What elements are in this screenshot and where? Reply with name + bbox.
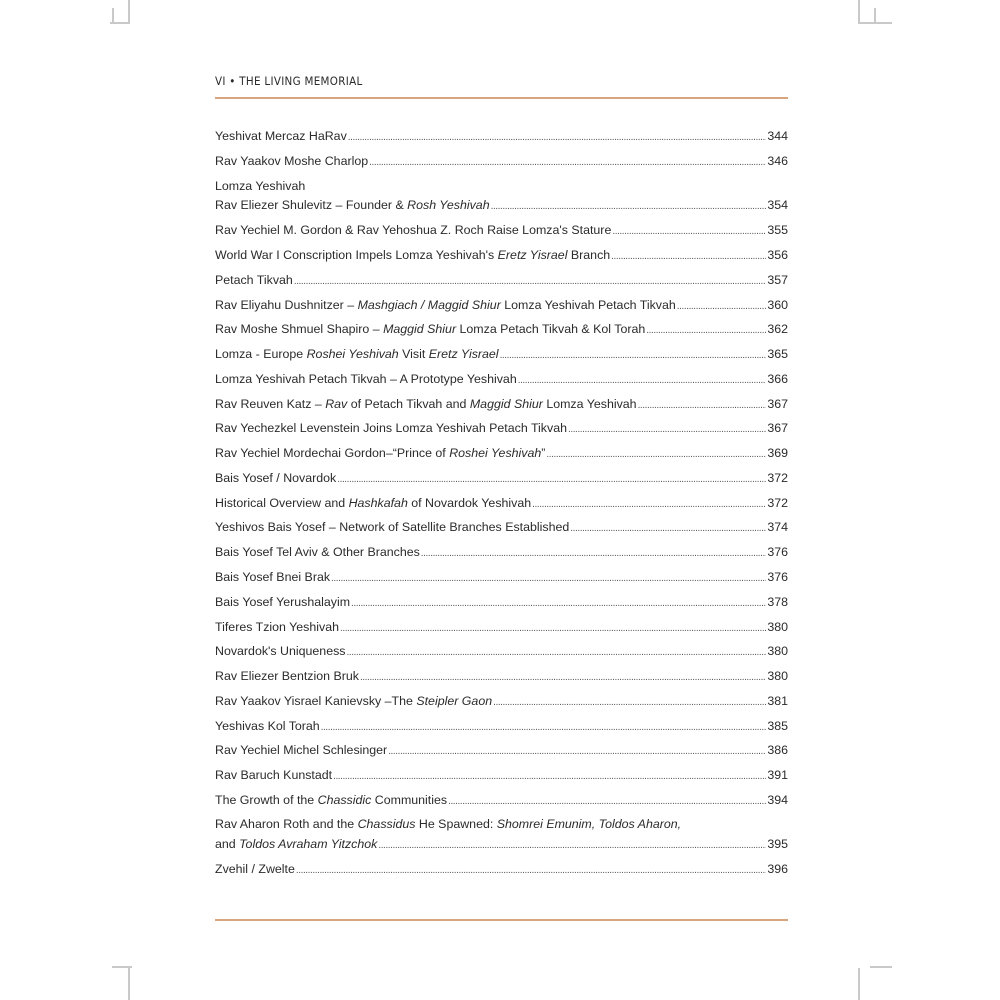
toc-entry: [215, 495, 788, 511]
toc-entry: [215, 222, 788, 238]
toc-page-number: 357: [767, 273, 788, 287]
toc-entry-title: Rav Yechiel Mordechai Gordon–“Prince of Roshei Yeshivah”: [215, 446, 546, 460]
toc-page-number: 376: [767, 545, 788, 559]
toc-entry-title: Lomza Yeshivah: [215, 179, 306, 193]
toc-page-number: 365: [767, 347, 788, 361]
toc-entry: [215, 178, 788, 194]
toc-entry-title: Bais Yosef Tel Aviv & Other Branches: [215, 545, 420, 559]
crop-mark: [128, 968, 130, 1000]
toc-page-number: 380: [767, 669, 788, 683]
toc-leader-dots: [378, 836, 766, 854]
toc-page-number: 374: [767, 520, 788, 534]
toc-page-number: 385: [767, 719, 788, 733]
toc-entry: [215, 693, 788, 709]
toc-page-number: 391: [767, 768, 788, 782]
toc-leader-dots: [337, 470, 766, 488]
toc-leader-dots: [611, 247, 766, 265]
toc-entry: [215, 420, 788, 436]
toc-page-number: 369: [767, 446, 788, 460]
toc-leader-dots: [491, 197, 767, 215]
toc-leader-dots: [612, 222, 766, 240]
toc-entry-title: Yeshivas Kol Torah: [215, 719, 320, 733]
toc-entry-title: The Growth of the Chassidic Communities: [215, 793, 448, 807]
toc-entry-title: Bais Yosef Bnei Brak: [215, 570, 331, 584]
toc-page-number: 378: [767, 595, 788, 609]
toc-entry: [215, 346, 788, 362]
toc-entry: [215, 321, 788, 337]
toc-entry: [215, 445, 788, 461]
toc-leader-dots: [421, 544, 767, 562]
toc-entry-title: Bais Yosef / Novardok: [215, 471, 337, 485]
toc-leader-dots: [388, 742, 766, 760]
toc-entry-title: Rav Moshe Shmuel Shapiro – Maggid Shiur Lomza Petach Tikvah & Kol Torah: [215, 322, 646, 336]
toc-page-number: 380: [767, 620, 788, 634]
toc-entry: [215, 792, 788, 808]
toc-page-number: 355: [767, 223, 788, 237]
toc-page-number: 344: [767, 129, 788, 143]
toc-entry-title: and Toldos Avraham Yitzchok: [215, 837, 378, 851]
toc-page-number: 362: [767, 322, 788, 336]
toc-entry-title: Rav Aharon Roth and the Chassidus He Spawned: Shomrei Emunim, Toldos Aharon,: [215, 817, 682, 831]
toc-page-number: 354: [767, 198, 788, 212]
toc-entry-title: World War I Conscription Impels Lomza Yeshivah's Eretz Yisrael Branch: [215, 248, 611, 262]
toc-leader-dots: [500, 346, 767, 364]
toc-entry: [215, 247, 788, 263]
toc-leader-dots: [568, 420, 766, 438]
toc-entry-title: Rav Yechiel Michel Schlesinger: [215, 743, 388, 757]
crop-mark: [110, 22, 130, 24]
toc-page-number: 395: [767, 837, 788, 851]
toc-leader-dots: [369, 153, 766, 171]
crop-mark: [870, 966, 892, 968]
toc-entry: [215, 742, 788, 758]
toc-page-number: 394: [767, 793, 788, 807]
toc-page-number: 346: [767, 154, 788, 168]
toc-entry: [215, 767, 788, 783]
crop-mark: [112, 8, 114, 22]
crop-mark: [858, 22, 892, 24]
toc-entry: [215, 153, 788, 169]
toc-entry: [215, 619, 788, 635]
toc-page-number: 367: [767, 421, 788, 435]
toc-page-number: 367: [767, 397, 788, 411]
toc-leader-dots: [532, 495, 766, 513]
toc-leader-dots: [493, 693, 766, 711]
toc-entry-title: Rav Eliezer Bentzion Bruk: [215, 669, 359, 683]
toc-entry-title: Bais Yosef Yerushalayim: [215, 595, 351, 609]
crop-mark: [858, 0, 860, 22]
toc-leader-dots: [518, 371, 767, 389]
toc-entry: [215, 836, 788, 852]
toc-entry: [215, 718, 788, 734]
toc-leader-dots: [646, 321, 766, 339]
toc-entry: [215, 519, 788, 535]
toc-page-number: 376: [767, 570, 788, 584]
toc-leader-dots: [448, 792, 766, 810]
toc-entry: [215, 594, 788, 610]
toc-leader-dots: [546, 445, 766, 463]
toc-entry: [215, 668, 788, 684]
toc-leader-dots: [360, 668, 766, 686]
toc-entry: [215, 371, 788, 387]
toc-entry-title: Petach Tikvah: [215, 273, 293, 287]
toc-entry-title: Rav Yechezkel Levenstein Joins Lomza Yeshivah Petach Tikvah: [215, 421, 567, 435]
header-rule: [215, 97, 788, 99]
toc-entry-title: Historical Overview and Hashkafah of Novardok Yeshivah: [215, 496, 532, 510]
toc-page-number: 366: [767, 372, 788, 386]
toc-page-number: 372: [767, 496, 788, 510]
toc-entry: [215, 544, 788, 560]
footer-rule: [215, 919, 788, 921]
toc-leader-dots: [333, 767, 766, 785]
toc-leader-dots: [321, 718, 767, 736]
crop-mark: [858, 968, 860, 1000]
toc-entry-title: Rav Eliezer Shulevitz – Founder & Rosh Yeshivah: [215, 198, 490, 212]
toc-page-number: 396: [767, 862, 788, 876]
toc-entry-title: Rav Yechiel M. Gordon & Rav Yehoshua Z. Roch Raise Lomza's Stature: [215, 223, 612, 237]
toc-entry-title: Rav Baruch Kunstadt: [215, 768, 333, 782]
toc-entry: [215, 861, 788, 877]
toc-leader-dots: [351, 594, 766, 612]
toc-leader-dots: [331, 569, 766, 587]
toc-entry-title: Novardok's Uniqueness: [215, 644, 346, 658]
toc-leader-dots: [346, 643, 766, 661]
toc-entry-title: Rav Yaakov Yisrael Kanievsky –The Steipler Gaon: [215, 694, 493, 708]
toc-entry: [215, 643, 788, 659]
toc-entry-title: Yeshivat Mercaz HaRav: [215, 129, 347, 143]
toc-leader-dots: [340, 619, 766, 637]
toc-page-number: 386: [767, 743, 788, 757]
toc-page-number: 356: [767, 248, 788, 262]
toc-entry-title: Rav Eliyahu Dushnitzer – Mashgiach / Maggid Shiur Lomza Yeshivah Petach Tikvah: [215, 298, 676, 312]
toc-entry-title: Rav Yaakov Moshe Charlop: [215, 154, 369, 168]
toc-entry: [215, 297, 788, 313]
toc-entry-title: Lomza Yeshivah Petach Tikvah – A Prototype Yeshivah: [215, 372, 517, 386]
toc-leader-dots: [570, 519, 766, 537]
crop-mark: [874, 8, 876, 22]
toc-leader-dots: [294, 272, 766, 290]
toc-page-number: 381: [767, 694, 788, 708]
toc-entry: [215, 396, 788, 412]
toc-leader-dots: [296, 861, 766, 879]
toc-entry-title: Yeshivos Bais Yosef – Network of Satellite Branches Established: [215, 520, 570, 534]
toc-entry-title: Tiferes Tzion Yeshivah: [215, 620, 339, 634]
toc-leader-dots: [348, 128, 767, 146]
running-head: VI • THE LIVING MEMORIAL: [215, 74, 363, 88]
crop-mark: [128, 0, 130, 22]
toc-entry: [215, 272, 788, 288]
toc-entry: [215, 816, 788, 832]
toc-entry-title: Rav Reuven Katz – Rav of Petach Tikvah and Maggid Shiur Lomza Yeshivah: [215, 397, 637, 411]
toc-entry-title: Lomza - Europe Roshei Yeshivah Visit Eretz Yisrael: [215, 347, 499, 361]
toc-page-number: 372: [767, 471, 788, 485]
toc-leader-dots: [638, 396, 767, 414]
toc-entry: [215, 569, 788, 585]
toc-leader-dots: [677, 297, 767, 315]
toc-entry: [215, 128, 788, 144]
toc-entry: [215, 470, 788, 486]
toc-page-number: 380: [767, 644, 788, 658]
toc-page-number: 360: [767, 298, 788, 312]
toc-entry-title: Zvehil / Zwelte: [215, 862, 295, 876]
toc-entry: [215, 197, 788, 213]
